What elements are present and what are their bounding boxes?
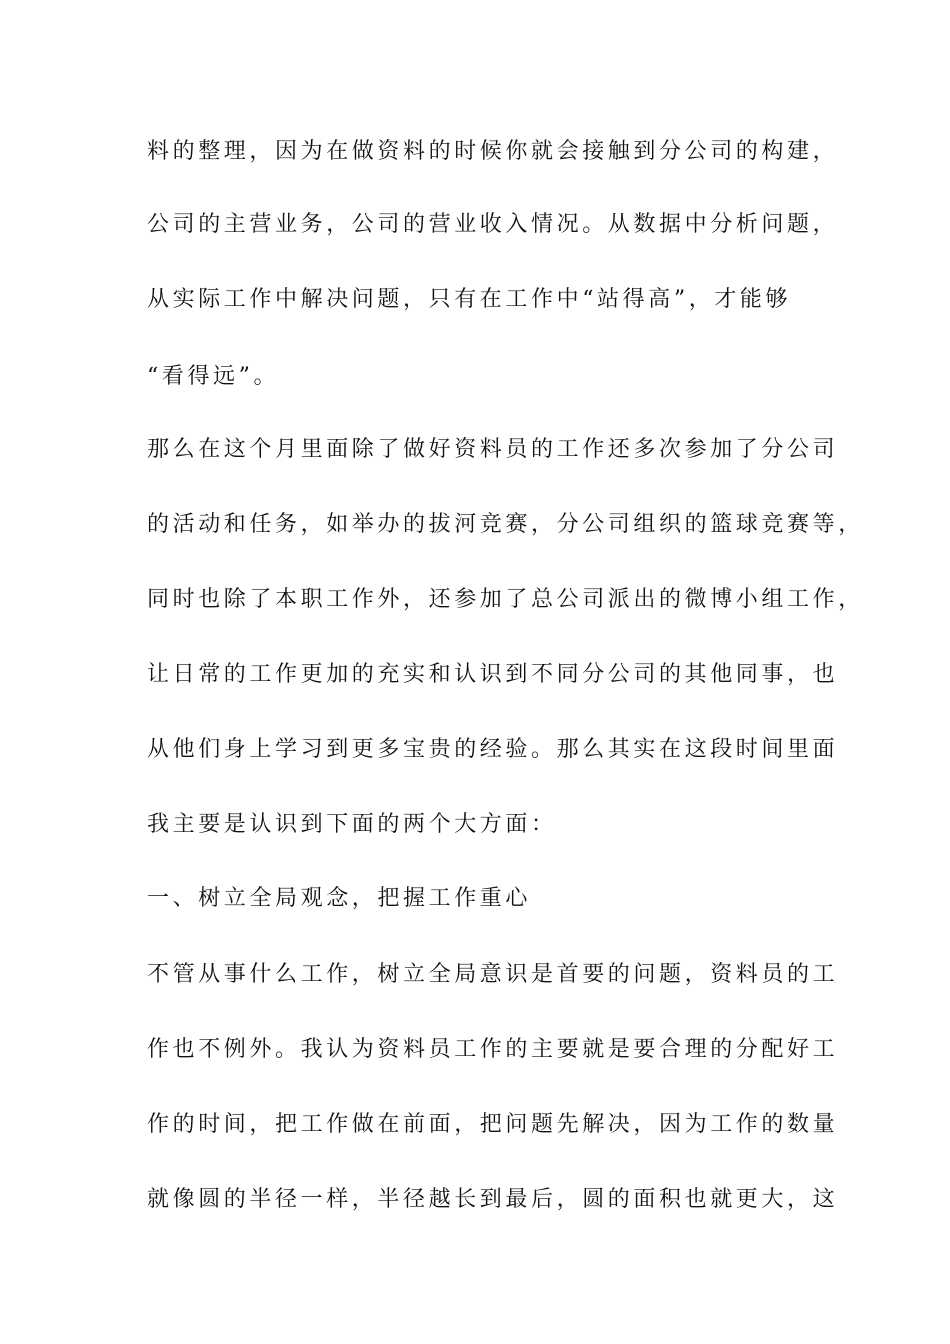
text-line-8: 让日常的工作更加的充实和认识到不同分公司的其他同事，也: [147, 662, 839, 687]
text-line-13: 作也不例外。我认为资料员工作的主要就是要合理的分配好工: [147, 1037, 839, 1062]
text-line-6: 的活动和任务，如举办的拔河竞赛，分公司组织的篮球竞赛等，: [147, 512, 864, 537]
text-line-10: 我主要是认识到下面的两个大方面：: [147, 812, 557, 837]
text-line-2: 公司的主营业务，公司的营业收入情况。从数据中分析问题，: [147, 212, 839, 237]
text-line-15: 就像圆的半径一样，半径越长到最后，圆的面积也就更大，这: [147, 1187, 839, 1212]
text-line-12: 不管从事什么工作，树立全局意识是首要的问题，资料员的工: [147, 962, 839, 987]
text-line-7: 同时也除了本职工作外，还参加了总公司派出的微博小组工作，: [147, 587, 864, 612]
text-line-1: 料的整理，因为在做资料的时候你就会接触到分公司的构建，: [147, 139, 839, 164]
text-line-4: “看得远”。: [147, 364, 280, 389]
text-line-14: 作的时间，把工作做在前面，把问题先解决，因为工作的数量: [147, 1112, 839, 1137]
section-heading: 一、树立全局观念，把握工作重心: [147, 886, 532, 911]
text-line-5: 那么在这个月里面除了做好资料员的工作还多次参加了分公司: [147, 437, 839, 462]
text-line-9: 从他们身上学习到更多宝贵的经验。那么其实在这段时间里面: [147, 737, 839, 762]
text-line-3: 从实际工作中解决问题，只有在工作中“站得高”，才能够: [147, 287, 792, 312]
